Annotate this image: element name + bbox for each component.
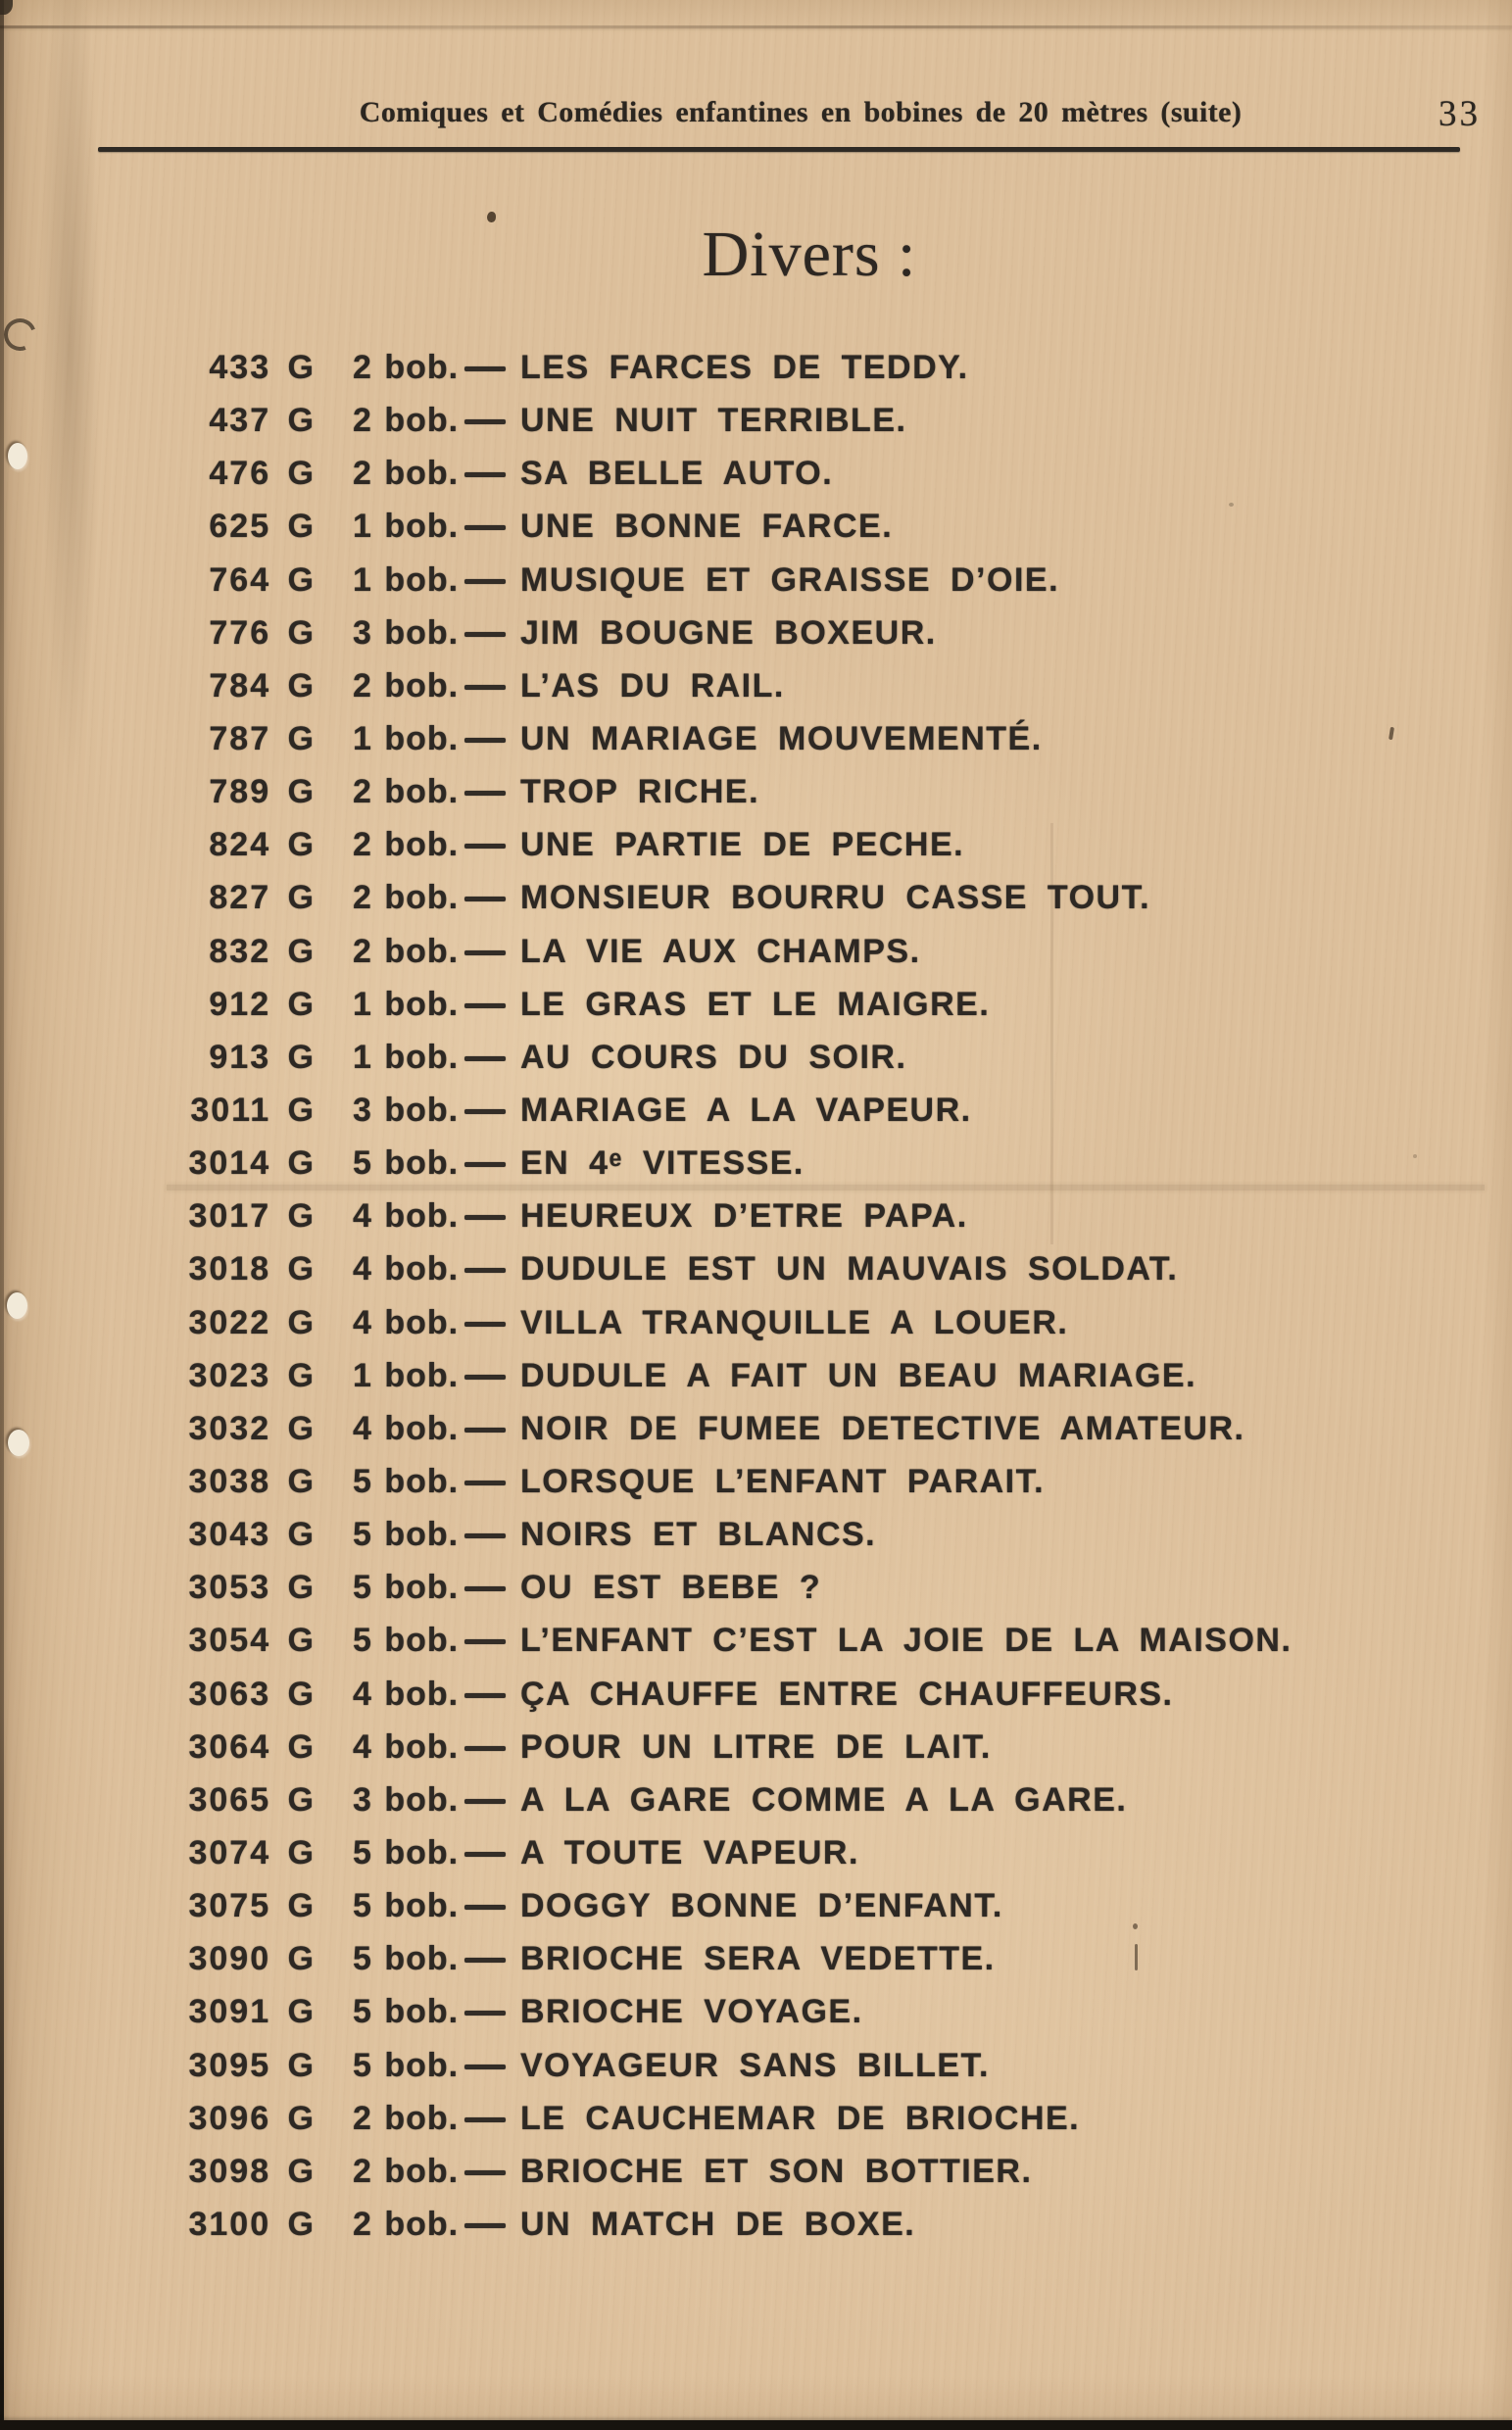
- film-title: LORSQUE L’ENFANT PARAIT.: [520, 1462, 1046, 1500]
- separator-dash: [464, 366, 506, 371]
- reel-count: 5 bob.: [353, 1569, 460, 1607]
- list-item: [0, 1985, 1512, 2038]
- film-list: [0, 341, 1512, 2251]
- film-title: L’AS DU RAIL.: [520, 666, 785, 705]
- film-title: VILLA TRANQUILLE A LOUER.: [520, 1303, 1069, 1341]
- reel-count: 5 bob.: [353, 1940, 460, 1978]
- separator-dash: [464, 2117, 506, 2122]
- catalog-code: 787 G: [209, 719, 316, 757]
- list-item: [0, 925, 1512, 978]
- list-item: [0, 1508, 1512, 1561]
- reel-count: 1 bob.: [353, 508, 460, 546]
- film-title: DUDULE A FAIT UN BEAU MARIAGE.: [520, 1356, 1197, 1394]
- reel-count: 2 bob.: [353, 402, 460, 440]
- reel-count: 1 bob.: [353, 1356, 460, 1394]
- film-title: MARIAGE A LA VAPEUR.: [520, 1091, 972, 1129]
- list-item: [0, 765, 1512, 818]
- reel-count: 5 bob.: [353, 1833, 460, 1871]
- film-title: A TOUTE VAPEUR.: [520, 1833, 859, 1871]
- separator-dash: [464, 685, 506, 690]
- list-item: [0, 1402, 1512, 1455]
- list-item: [0, 2198, 1512, 2251]
- list-item: [0, 2145, 1512, 2198]
- list-item: [0, 1561, 1512, 1614]
- film-title: UN MATCH DE BOXE.: [520, 2205, 916, 2243]
- separator-dash: [464, 1533, 506, 1538]
- film-title: LE GRAS ET LE MAIGRE.: [520, 985, 991, 1023]
- list-item: [0, 1668, 1512, 1721]
- list-item: [0, 554, 1512, 607]
- film-title: DOGGY BONNE D’ENFANT.: [520, 1887, 1003, 1925]
- reel-count: 5 bob.: [353, 1622, 460, 1660]
- reel-count: 2 bob.: [353, 826, 460, 864]
- separator-dash: [464, 1905, 506, 1910]
- catalog-code: 776 G: [209, 613, 316, 652]
- separator-dash: [464, 419, 506, 424]
- separator-dash: [464, 632, 506, 637]
- separator-dash: [464, 1003, 506, 1008]
- separator-dash: [464, 1693, 506, 1698]
- reel-count: 2 bob.: [353, 349, 460, 386]
- separator-dash: [464, 2011, 506, 2016]
- reel-count: 5 bob.: [353, 1462, 460, 1500]
- separator-dash: [464, 1268, 506, 1273]
- list-item: [0, 1190, 1512, 1242]
- film-title: LES FARCES DE TEDDY.: [520, 349, 969, 386]
- separator-dash: [464, 2170, 506, 2175]
- separator-dash: [464, 1162, 506, 1167]
- separator-dash: [464, 950, 506, 955]
- separator-dash: [464, 897, 506, 901]
- catalog-code: 437 G: [209, 402, 316, 440]
- reel-count: 3 bob.: [353, 613, 460, 652]
- catalog-code: 3043 G: [188, 1516, 316, 1554]
- separator-dash: [464, 1799, 506, 1804]
- film-title: AU COURS DU SOIR.: [520, 1038, 907, 1076]
- separator-dash: [464, 525, 506, 530]
- film-title: NOIR DE FUMEE DETECTIVE AMATEUR.: [520, 1409, 1245, 1447]
- list-item: [0, 2092, 1512, 2145]
- catalog-code: 3053 G: [188, 1569, 316, 1607]
- film-title: MUSIQUE ET GRAISSE D’OIE.: [520, 560, 1060, 599]
- reel-count: 2 bob.: [353, 455, 460, 493]
- film-title: MONSIEUR BOURRU CASSE TOUT.: [520, 879, 1151, 917]
- film-title: SA BELLE AUTO.: [520, 455, 834, 493]
- list-item: [0, 1614, 1512, 1667]
- separator-dash: [464, 1322, 506, 1327]
- list-item: [0, 394, 1512, 447]
- list-item: [0, 500, 1512, 553]
- reel-count: 2 bob.: [353, 932, 460, 970]
- film-title: DUDULE EST UN MAUVAIS SOLDAT.: [520, 1250, 1179, 1288]
- reel-count: 3 bob.: [353, 1091, 460, 1129]
- separator-dash: [464, 1215, 506, 1220]
- catalog-code: 3090 G: [188, 1940, 316, 1978]
- list-item: [0, 1242, 1512, 1295]
- separator-dash: [464, 1109, 506, 1114]
- catalog-code: 912 G: [209, 985, 316, 1023]
- film-title: UNE PARTIE DE PECHE.: [520, 826, 965, 864]
- list-item: [0, 712, 1512, 765]
- list-item: [0, 1879, 1512, 1932]
- list-item: [0, 1721, 1512, 1774]
- reel-count: 1 bob.: [353, 1038, 460, 1076]
- catalog-code: 3032 G: [188, 1409, 316, 1447]
- catalog-code: 789 G: [209, 773, 316, 811]
- film-title: JIM BOUGNE BOXEUR.: [520, 613, 937, 652]
- catalog-code: 3011 G: [190, 1091, 316, 1129]
- list-item: [0, 607, 1512, 659]
- film-title: HEUREUX D’ETRE PAPA.: [520, 1197, 968, 1236]
- catalog-code: 3098 G: [188, 2152, 316, 2190]
- film-title: BRIOCHE SERA VEDETTE.: [520, 1940, 996, 1978]
- separator-dash: [464, 1481, 506, 1485]
- list-item: [0, 341, 1512, 394]
- separator-dash: [464, 791, 506, 796]
- reel-count: 4 bob.: [353, 1197, 460, 1236]
- list-item: [0, 447, 1512, 500]
- catalog-code: 913 G: [209, 1038, 316, 1076]
- reel-count: 4 bob.: [353, 1675, 460, 1713]
- list-item: [0, 1455, 1512, 1508]
- list-item: [0, 1826, 1512, 1879]
- catalog-code: 784 G: [209, 666, 316, 705]
- separator-dash: [464, 1852, 506, 1857]
- page-number: 33: [1439, 94, 1481, 134]
- list-item: [0, 1084, 1512, 1137]
- list-item: [0, 659, 1512, 712]
- list-item: [0, 871, 1512, 924]
- separator-dash: [464, 844, 506, 849]
- reel-count: 2 bob.: [353, 2099, 460, 2137]
- catalog-code: 3023 G: [188, 1356, 316, 1394]
- reel-count: 5 bob.: [353, 1887, 460, 1925]
- separator-dash: [464, 1056, 506, 1061]
- catalog-code: 3038 G: [188, 1462, 316, 1500]
- catalog-code: 3091 G: [188, 1993, 316, 2031]
- list-item: [0, 978, 1512, 1031]
- reel-count: 5 bob.: [353, 1144, 460, 1183]
- reel-count: 5 bob.: [353, 2046, 460, 2084]
- film-title: VOYAGEUR SANS BILLET.: [520, 2046, 990, 2084]
- list-item: [0, 1137, 1512, 1190]
- list-item: [0, 818, 1512, 871]
- film-title: LA VIE AUX CHAMPS.: [520, 932, 921, 970]
- film-title: LE CAUCHEMAR DE BRIOCHE.: [520, 2099, 1081, 2137]
- reel-count: 4 bob.: [353, 1727, 460, 1766]
- catalog-code: 824 G: [209, 826, 316, 864]
- list-item: [0, 1932, 1512, 1985]
- catalog-code: 625 G: [209, 508, 316, 546]
- film-title: OU EST BEBE ?: [520, 1569, 822, 1607]
- catalog-code: 3074 G: [188, 1833, 316, 1871]
- section-heading: Divers :: [702, 219, 917, 290]
- separator-dash: [464, 1428, 506, 1433]
- catalog-code: 3017 G: [188, 1197, 316, 1236]
- reel-count: 2 bob.: [353, 773, 460, 811]
- running-title: Comiques et Comédies enfantines en bobines de 20 mètres (suite): [359, 96, 1243, 128]
- list-item: [0, 1031, 1512, 1084]
- catalog-code: 3018 G: [188, 1250, 316, 1288]
- separator-dash: [464, 579, 506, 584]
- reel-count: 4 bob.: [353, 1303, 460, 1341]
- reel-count: 2 bob.: [353, 2152, 460, 2190]
- separator-dash: [464, 1746, 506, 1751]
- film-title: ÇA CHAUFFE ENTRE CHAUFFEURS.: [520, 1675, 1174, 1713]
- reel-count: 1 bob.: [353, 560, 460, 599]
- separator-dash: [464, 1586, 506, 1591]
- list-item: [0, 1349, 1512, 1402]
- reel-count: 2 bob.: [353, 666, 460, 705]
- catalog-code: 433 G: [209, 349, 316, 386]
- list-item: [0, 1296, 1512, 1349]
- reel-count: 2 bob.: [353, 879, 460, 917]
- catalog-code: 3063 G: [188, 1675, 316, 1713]
- catalog-code: 3054 G: [188, 1622, 316, 1660]
- film-title: TROP RICHE.: [520, 773, 760, 811]
- list-item: [0, 2039, 1512, 2092]
- reel-count: 1 bob.: [353, 719, 460, 757]
- list-item: [0, 1774, 1512, 1826]
- catalog-code: 3096 G: [188, 2099, 316, 2137]
- film-title: POUR UN LITRE DE LAIT.: [520, 1727, 992, 1766]
- catalog-code: 827 G: [209, 879, 316, 917]
- separator-dash: [464, 472, 506, 477]
- reel-count: 2 bob.: [353, 2205, 460, 2243]
- catalog-code: 832 G: [209, 932, 316, 970]
- corner-ink-mark: [0, 0, 13, 15]
- film-title: L’ENFANT C’EST LA JOIE DE LA MAISON.: [520, 1622, 1293, 1660]
- catalog-code: 3095 G: [188, 2046, 316, 2084]
- reel-count: 3 bob.: [353, 1780, 460, 1819]
- catalog-code: 3022 G: [188, 1303, 316, 1341]
- film-title: EN 4ᵉ VITESSE.: [520, 1144, 805, 1183]
- separator-dash: [464, 1958, 506, 1963]
- film-title: UNE NUIT TERRIBLE.: [520, 402, 907, 440]
- catalog-code: 3075 G: [188, 1887, 316, 1925]
- catalog-code: 3100 G: [188, 2205, 316, 2243]
- page-header: [98, 0, 1460, 157]
- film-title: NOIRS ET BLANCS.: [520, 1516, 877, 1554]
- catalog-code: 3014 G: [188, 1144, 316, 1183]
- reel-count: 1 bob.: [353, 985, 460, 1023]
- film-title: BRIOCHE VOYAGE.: [520, 1993, 863, 2031]
- catalog-code: 3064 G: [188, 1727, 316, 1766]
- film-title: BRIOCHE ET SON BOTTIER.: [520, 2152, 1033, 2190]
- separator-dash: [464, 2223, 506, 2228]
- reel-count: 4 bob.: [353, 1250, 460, 1288]
- film-title: UNE BONNE FARCE.: [520, 508, 894, 546]
- catalog-code: 764 G: [209, 560, 316, 599]
- header-rule: [98, 147, 1460, 152]
- film-title: UN MARIAGE MOUVEMENTÉ.: [520, 719, 1043, 757]
- catalog-code: 3065 G: [188, 1780, 316, 1819]
- separator-dash: [464, 1375, 506, 1380]
- reel-count: 5 bob.: [353, 1993, 460, 2031]
- separator-dash: [464, 2065, 506, 2069]
- separator-dash: [464, 738, 506, 743]
- film-title: A LA GARE COMME A LA GARE.: [520, 1780, 1128, 1819]
- separator-dash: [464, 1639, 506, 1644]
- reel-count: 4 bob.: [353, 1409, 460, 1447]
- catalog-code: 476 G: [209, 455, 316, 493]
- reel-count: 5 bob.: [353, 1516, 460, 1554]
- scan-bottom-bar: [0, 2420, 1512, 2430]
